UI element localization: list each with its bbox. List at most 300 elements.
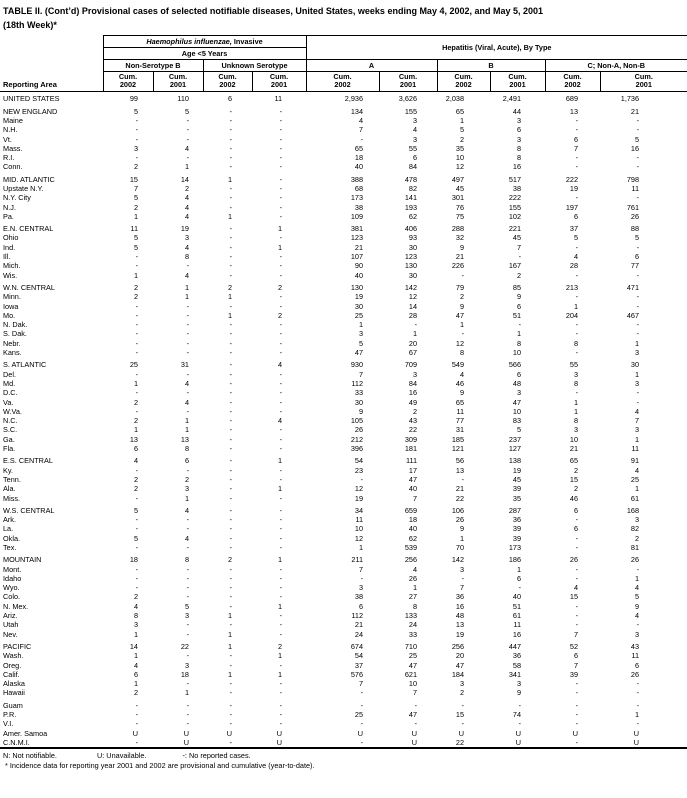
table-row [0,379,687,388]
value-cell: 1 [573,301,579,311]
value-cell: U [572,728,579,738]
value-cell: 16 [455,601,465,611]
reporting-area-cell: W.S. CENTRAL [3,505,55,515]
col-header-cum-2002: Cum. 2002 [306,72,379,92]
value-cell: 19 [512,465,522,475]
footnote-not-notifiable: N: Not notifiable. [3,751,57,761]
value-cell: 47 [408,660,418,670]
reporting-area-cell: La. [3,524,14,534]
value-cell: 1 [227,629,232,639]
value-cell: - [575,388,579,398]
value-cell: 5 [133,242,138,252]
value-cell: 19 [569,184,579,193]
reporting-area-cell: W.Va. [3,406,22,416]
value-cell: 1 [459,320,465,330]
value-cell: - [186,700,189,710]
value-cell: - [279,611,283,621]
value-cell: - [229,679,232,689]
value-cell: - [279,679,283,689]
value-cell: - [636,125,640,135]
table-row [0,620,687,629]
value-cell: 26 [455,515,465,525]
value-cell: - [186,134,189,144]
value-cell: 621 [404,669,418,679]
value-cell: - [360,719,364,729]
value-cell: - [636,700,640,710]
value-cell: 7 [573,660,579,670]
value-cell: - [636,242,640,252]
value-cell: 16 [408,388,418,398]
value-cell: - [279,388,283,398]
value-cell: 8 [516,153,522,163]
value-cell: 19 [354,493,364,503]
value-cell: 26 [569,555,579,565]
reporting-area-cell: Ill. [3,252,11,262]
value-cell: - [229,184,232,193]
value-cell: 8 [184,555,189,565]
value-cell: 23 [354,465,364,475]
value-cell: - [636,270,640,280]
value-cell: 26 [630,555,640,565]
reporting-area-cell: MID. ATLANTIC [3,174,55,184]
table-row [0,661,687,670]
reporting-area-cell: Va. [3,397,14,407]
value-cell: 25 [354,710,364,720]
value-cell: 930 [350,360,364,370]
value-cell: 2 [184,184,189,193]
value-cell: 211 [351,555,364,565]
value-cell: 1 [184,162,189,172]
value-cell: 1 [634,710,640,720]
value-cell: 4 [184,397,189,407]
value-cell: - [575,292,579,302]
value-cell: 47 [408,710,418,720]
value-cell: - [636,329,640,339]
value-cell: 109 [350,211,364,221]
value-cell: 49 [408,397,418,407]
value-cell: 2 [634,533,640,543]
value-cell: U [183,728,189,738]
value-cell: 1 [277,242,283,252]
value-cell: 24 [354,629,364,639]
value-cell: - [279,329,283,339]
value-cell: 1 [227,310,232,320]
value-cell: 1 [459,533,465,543]
value-cell: - [229,369,232,379]
reporting-area-cell: Kans. [3,348,22,358]
value-cell: 478 [404,174,418,184]
value-cell: 1 [277,601,283,611]
value-cell: - [279,493,283,503]
reporting-area-cell: Minn. [3,292,21,302]
value-cell: - [135,719,138,729]
value-cell: 471 [626,282,640,292]
value-cell: - [279,710,283,720]
value-cell: 7 [358,679,364,689]
value-cell: 3 [412,115,418,125]
value-cell: 1 [358,320,364,330]
value-cell: - [279,592,283,602]
value-cell: 3 [634,425,640,435]
col-header-cum-2002: Cum. 2002 [203,72,252,92]
value-cell: 222 [565,174,579,184]
value-cell: 82 [408,184,418,193]
value-cell: - [135,564,138,574]
value-cell: - [360,474,364,484]
value-cell: - [279,434,283,444]
value-cell: 7 [516,242,522,252]
value-cell: 52 [569,641,579,651]
value-cell: - [186,348,189,358]
reporting-area-cell: Alaska [3,679,25,689]
value-cell: 22 [437,738,490,748]
table-body [0,92,687,748]
value-cell: 1 [227,292,232,302]
value-cell: 4 [634,583,640,593]
value-cell: - [414,700,418,710]
value-cell: 7 [133,184,138,193]
value-cell: - [135,369,138,379]
value-cell: - [135,134,138,144]
value-cell: 5 [516,425,522,435]
value-cell: 21 [455,484,465,494]
value-cell: 709 [404,360,418,370]
value-cell: 17 [408,465,418,475]
value-cell: 40 [408,524,418,534]
reporting-area-cell: W.N. CENTRAL [3,282,55,292]
value-cell: 4 [634,406,640,416]
value-cell: 47 [455,310,465,320]
value-cell: 48 [455,611,465,621]
reporting-area-cell: Ky. [3,465,14,475]
value-cell: - [461,700,465,710]
reporting-area-cell: Calif. [3,669,20,679]
value-cell: 138 [508,456,522,466]
table-row [0,630,687,639]
value-cell: - [279,106,283,116]
value-cell: 184 [451,669,465,679]
reporting-area-cell: Ga. [3,434,15,444]
value-cell: 1 [634,338,640,348]
value-cell: 54 [354,456,364,466]
value-cell: 1 [412,583,418,593]
value-cell: - [135,153,138,163]
value-cell: 21 [630,106,640,116]
value-cell: - [186,261,189,271]
value-cell: - [186,592,189,602]
value-cell: 4 [184,242,189,252]
value-cell: - [229,651,232,661]
value-cell: 106 [451,505,465,515]
value-cell: 38 [512,184,522,193]
value-cell: 40 [512,592,522,602]
value-cell: - [186,115,189,125]
value-cell: 20 [408,338,418,348]
value-cell: 25 [408,651,418,661]
value-cell: 65 [455,106,465,116]
table-row [0,261,687,270]
value-cell: - [279,700,283,710]
value-cell: 3 [634,348,640,358]
value-cell: 16 [630,143,640,153]
value-cell: 2 [133,292,138,302]
col-group-haemophilus [103,36,306,48]
table-row [0,92,687,104]
col-header-reporting-area: Reporting Area [0,36,103,92]
value-cell: 4 [634,611,640,621]
value-cell: - [575,564,579,574]
value-cell: 221 [508,224,522,234]
value-cell: 61 [512,611,522,621]
value-cell: 467 [626,310,640,320]
value-cell: 65 [455,397,465,407]
value-cell: 181 [404,444,418,454]
reporting-area-cell: Tex. [3,542,17,552]
value-cell: - [636,719,640,729]
value-cell: - [135,252,138,262]
value-cell: 10 [354,524,364,534]
value-cell: 549 [451,360,465,370]
value-cell: 1 [277,669,283,679]
reporting-area-cell: D.C. [3,388,18,398]
value-cell: - [229,106,232,116]
value-cell: 6 [573,134,579,144]
value-cell: - [186,310,189,320]
value-cell: - [360,134,364,144]
value-cell: 447 [508,641,522,651]
value-cell: 2 [573,465,579,475]
reporting-area-cell: R.I. [3,153,15,163]
value-cell: 30 [408,242,418,252]
value-cell: - [186,573,189,583]
value-cell: 25 [129,360,138,370]
value-cell: - [575,270,579,280]
value-cell: 112 [351,611,364,621]
value-cell: - [229,338,232,348]
value-cell: 130 [350,282,364,292]
value-cell: - [135,542,138,552]
value-cell: 1 [358,542,364,552]
value-cell: 1 [133,378,138,388]
table-row [0,719,687,728]
value-cell: 8 [133,611,138,621]
value-cell: 5 [133,233,138,243]
value-cell: 8 [573,378,579,388]
value-cell: - [229,434,232,444]
value-cell: - [186,583,189,593]
value-cell: 26 [354,425,364,435]
value-cell: 3 [634,378,640,388]
reporting-area-cell: Ala. [3,484,16,494]
value-cell: 8 [573,338,579,348]
value-cell: 4 [277,360,283,370]
col-subgroup-hep-c: C; Non-A, Non-B [545,60,687,72]
value-cell: - [229,143,232,153]
value-cell: - [279,184,283,193]
value-cell: - [279,270,283,280]
reporting-area-cell: UNITED STATES [3,94,60,104]
value-cell: - [186,515,189,525]
reporting-area-cell: S.C. [3,425,18,435]
table-row [0,670,687,679]
table-title-line1: TABLE II. (Cont’d) Provisional cases of selected notifiable diseases, United States, weeks ending May 4, 2002, and May 5, 2001 [3,6,544,16]
value-cell: 55 [569,360,579,370]
value-cell: 30 [354,397,364,407]
value-cell: U [226,728,232,738]
value-cell: - [229,474,232,484]
value-cell: 3 [573,369,579,379]
value-cell: 288 [451,224,465,234]
value-cell: 21 [455,252,465,262]
value-cell: 12 [354,484,364,494]
value-cell: - [279,202,283,212]
value-cell: 1 [516,329,522,339]
value-cell: 18 [180,669,189,679]
value-cell: 37 [354,660,364,670]
value-cell: 40 [354,162,364,172]
value-cell: 5 [358,338,364,348]
value-cell: 1 [277,651,283,661]
value-cell: 48 [512,378,522,388]
value-cell: 1,736 [620,94,640,104]
value-cell: 31 [455,425,465,435]
value-cell: - [229,700,232,710]
value-cell: 5 [184,601,189,611]
value-cell: - [203,738,252,748]
value-cell: - [279,406,283,416]
value-cell: 6 [573,524,579,534]
reporting-area-cell: Miss. [3,493,21,503]
value-cell: 3 [412,134,418,144]
reporting-area-cell: Md. [3,378,16,388]
value-cell: 9 [459,301,465,311]
table-row [0,416,687,425]
table-row [0,162,687,171]
value-cell: 3,626 [398,94,418,104]
value-cell: 3 [358,583,364,593]
value-cell: 5 [634,592,640,602]
value-cell: 5 [573,233,579,243]
value-cell: 26 [630,669,640,679]
value-cell: 28 [569,261,579,271]
value-cell: 2 [227,555,232,565]
value-cell: - [279,688,283,698]
value-cell: - [636,193,640,203]
value-cell: - [135,329,138,339]
value-cell: - [135,583,138,593]
value-cell: 12 [408,292,418,302]
value-cell: 2 [184,474,189,484]
value-cell: 26 [630,211,640,221]
value-cell: - [229,564,232,574]
value-cell: - [636,388,640,398]
value-cell: - [279,533,283,543]
value-cell: 18 [129,555,138,565]
value-cell: - [518,583,522,593]
value-cell: 30 [630,360,640,370]
value-cell: - [279,261,283,271]
table-row [0,444,687,453]
table-row [0,212,687,221]
table-row [0,738,687,748]
value-cell: 134 [350,106,364,116]
value-cell: 4 [184,270,189,280]
value-cell: - [279,292,283,302]
value-cell: - [135,406,138,416]
value-cell: 83 [512,416,522,426]
table-row [0,574,687,583]
reporting-area-cell: Mich. [3,261,21,271]
table-header [0,36,687,92]
footnote-unavailable: U: Unavailable. [96,751,147,761]
value-cell: - [186,719,189,729]
value-cell: 3 [184,660,189,670]
table-row [0,534,687,543]
table-row [0,398,687,407]
value-cell: 3 [516,115,522,125]
value-cell: - [575,611,579,621]
value-cell: - [229,573,232,583]
reporting-area-cell: Okla. [3,533,21,543]
value-cell: - [186,564,189,574]
value-cell: 1 [133,425,138,435]
reporting-area-cell: Ariz. [3,611,18,621]
value-cell: 11 [130,224,138,234]
value-cell: - [636,162,640,172]
value-cell: - [229,484,232,494]
value-cell: - [186,338,189,348]
value-cell: - [186,369,189,379]
value-cell: - [229,444,232,454]
value-cell: 9 [516,292,522,302]
table-row [0,144,687,153]
value-cell: 5 [634,233,640,243]
table-title [0,5,687,32]
value-cell: 1 [184,282,189,292]
value-cell: 19 [180,224,189,234]
value-cell: - [186,153,189,163]
value-cell: - [575,533,579,543]
table-row [0,360,687,369]
value-cell: - [279,369,283,379]
table-title-line2: (18th Week)* [3,19,57,30]
value-cell: - [186,320,189,330]
value-cell: 37 [569,224,579,234]
reporting-area-cell: Ohio [3,233,19,243]
value-cell: - [279,444,283,454]
value-cell: 2 [133,202,138,212]
value-cell: 27 [408,592,418,602]
value-cell: - [229,233,232,243]
value-cell: - [229,329,232,339]
value-cell: - [229,710,232,720]
reporting-area-cell: Oreg. [3,660,22,670]
value-cell: 43 [408,416,418,426]
value-cell: - [279,211,283,221]
reporting-area-cell: Del. [3,369,16,379]
value-cell: 8 [412,601,418,611]
value-cell: - [279,174,283,184]
value-cell: - [636,301,640,311]
reporting-area-cell: Wyo. [3,583,20,593]
value-cell: - [518,719,522,729]
value-cell: 4 [133,660,138,670]
value-cell: - [229,252,232,262]
value-cell: 8 [573,416,579,426]
value-cell: - [186,679,189,689]
value-cell: 341 [508,669,522,679]
value-cell: - [186,329,189,339]
